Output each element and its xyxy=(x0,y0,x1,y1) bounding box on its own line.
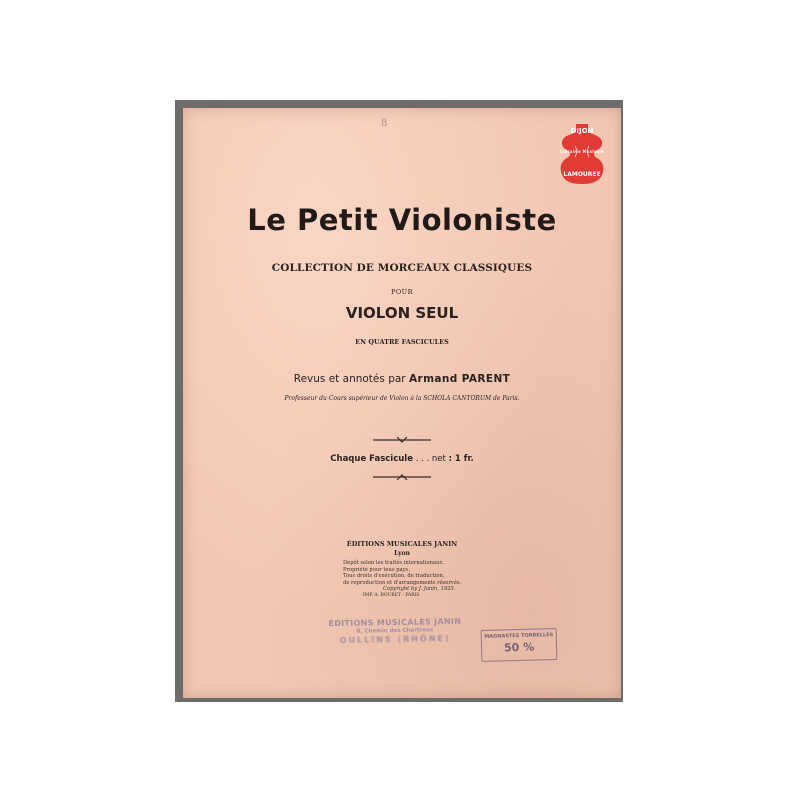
price-net: net xyxy=(431,454,446,464)
page-mark: 8 xyxy=(381,118,388,129)
price-line xyxy=(183,454,621,464)
editor-prefix: Revus et annotés par xyxy=(293,373,406,385)
price-dots: . . . xyxy=(415,454,430,464)
copyright-line: Copyright by J. Janin, 1925. xyxy=(383,586,456,593)
rights-line: Dépôt selon les traités internationaux. xyxy=(343,560,445,566)
publisher-stamp xyxy=(325,617,465,645)
discount-stamp-value: 50 % xyxy=(503,640,535,655)
printer-line: IMP. A. BOURET - PARIS xyxy=(363,592,420,598)
dealer-label-violin xyxy=(558,122,606,186)
rights-line: de reproduction et d'arrangements réservés. xyxy=(343,579,462,586)
editor-name: Armand PARENT xyxy=(408,373,511,385)
stamp-town: OULLINS (RHÔNE) xyxy=(339,634,451,645)
rights-notice xyxy=(343,560,493,600)
rights-line: Propriété pour tous pays. xyxy=(343,566,410,573)
publisher-name: ÉDITIONS MUSICALES JANIN xyxy=(346,540,458,548)
stamp-address: 8, Chemin des Chartreux xyxy=(356,627,434,635)
ornament-divider-icon xyxy=(373,436,431,444)
price-value: : 1 fr. xyxy=(448,454,474,464)
editor-line xyxy=(183,373,621,385)
pour-text: POUR xyxy=(390,288,414,296)
score-title: Le Petit Violoniste xyxy=(247,203,557,237)
label-shop: Librairie Musicale xyxy=(560,149,604,154)
label-dealer: LAMOUREE xyxy=(563,171,601,178)
editor-credentials: Professeur du Cours supérieur de Violon à la SCHOLA CANTORUM de Paris. xyxy=(284,395,520,402)
collection-subtitle: COLLECTION DE MORCEAUX CLASSIQUES xyxy=(271,262,533,274)
label-city: DIJON xyxy=(570,127,594,135)
publisher-city: Lyon xyxy=(394,550,410,557)
stamp-publisher: ÉDITIONS MUSICALES JANIN xyxy=(328,616,462,629)
discount-stamp-header: MAGNASTES TORRELLES xyxy=(484,632,554,640)
score-cover xyxy=(183,108,621,698)
rights-line: Tous droits d'exécution, de traduction, xyxy=(343,573,445,580)
price-label: Chaque Fascicule xyxy=(330,454,413,464)
instrument-title: VIOLON SEUL xyxy=(345,304,459,322)
ornament-divider-icon xyxy=(373,473,431,481)
discount-stamp xyxy=(481,628,558,662)
fascicules-text: EN QUATRE FASCICULES xyxy=(355,338,449,346)
